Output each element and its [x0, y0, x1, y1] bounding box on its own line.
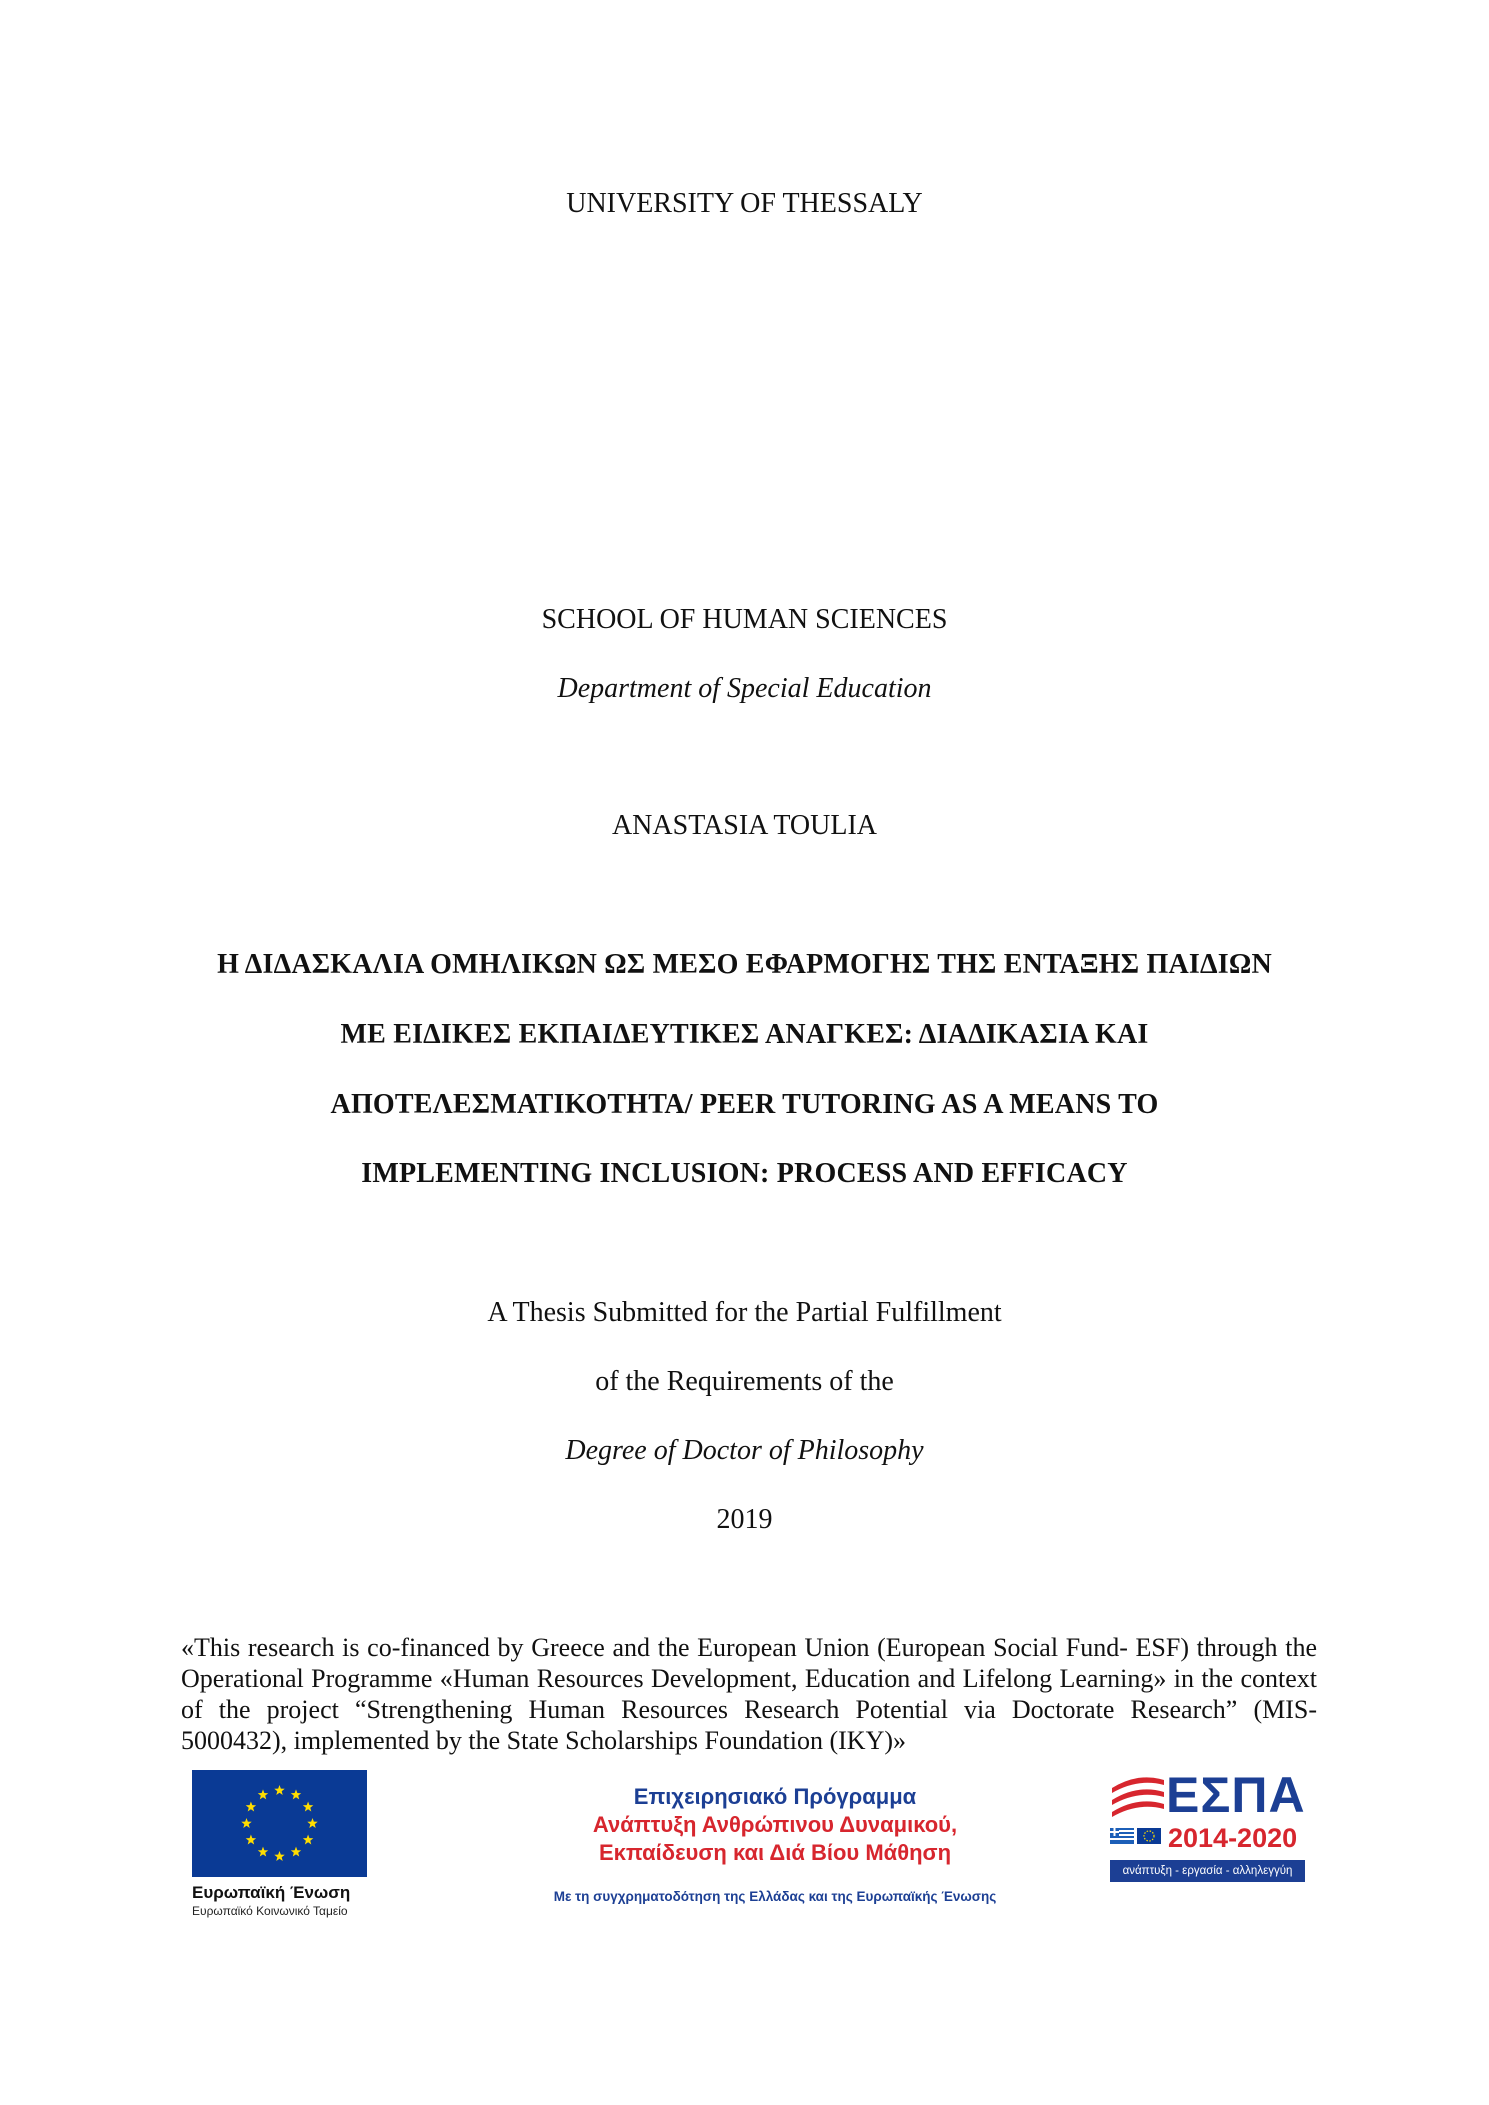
- eu-star-icon: [307, 1818, 317, 1828]
- submission-line-1: A Thesis Submitted for the Partial Fulfillment: [487, 1297, 1002, 1328]
- eu-star-icon: [274, 1785, 284, 1795]
- op-logo-line-2: Ανάπτυξη Ανθρώπινου Δυναμικού,: [592, 1812, 958, 1837]
- espa-logo: [1108, 1768, 1308, 1886]
- op-logo-line-3: Εκπαίδευση και Διά Βίου Μάθηση: [598, 1840, 952, 1865]
- eu-logo-subtitle: Ευρωπαϊκό Κοινωνικό Ταμείο: [192, 1904, 348, 1918]
- submission-year: 2019: [716, 1504, 773, 1535]
- eu-star-icon: [291, 1847, 301, 1857]
- university-name: UNIVERSITY OF THESSALY: [566, 188, 923, 219]
- espa-swoosh-icon: [1108, 1770, 1168, 1830]
- op-logo-footer: Με τη συγχρηματοδότηση της Ελλάδας και της Ευρωπαϊκής Ένωσης: [553, 1889, 997, 1904]
- eu-logo: [192, 1770, 372, 1918]
- school-name: SCHOOL OF HUMAN SCIENCES: [541, 604, 948, 635]
- greece-eu-flags-icon: [1110, 1826, 1162, 1854]
- eu-star-icon: [303, 1802, 313, 1812]
- author-name: ANASTASIA TOULIA: [611, 810, 878, 841]
- espa-logo-word: ΕΣΠΑ: [1166, 1767, 1306, 1823]
- eu-star-icon: [246, 1802, 256, 1812]
- eu-star-icon: [258, 1847, 268, 1857]
- eu-flag-icon: [192, 1770, 367, 1877]
- eu-star-icon: [241, 1818, 251, 1828]
- department-name: Department of Special Education: [557, 673, 932, 704]
- eu-stars-icon: [192, 1770, 367, 1877]
- degree-name: Degree of Doctor of Philosophy: [565, 1435, 924, 1466]
- funding-acknowledgement: «This research is co-financed by Greece and the European Union (European Social Fund- ESF) through the Operational Programme «Human Resources Development, Education and Lifelong Learning» in the context of the project “Strengthening Human Resources Research Potential via Doctorate Research” (MIS-5000432), implemented by the State Scholarships Foundation (IKY)»: [181, 1633, 1317, 1755]
- op-logo-line-1: Επιχειρησιακό Πρόγραμμα: [633, 1784, 917, 1809]
- espa-logo-years: 2014-2020: [1168, 1823, 1298, 1853]
- thesis-title-line-3: ΑΠΟΤΕΛΕΣΜΑΤΙΚΟΤΗΤΑ/ PEER TUTORING AS A MEANS TO: [330, 1089, 1159, 1120]
- eu-star-icon: [274, 1851, 284, 1861]
- submission-line-2: of the Requirements of the: [595, 1366, 894, 1397]
- espa-logo-tagline: ανάπτυξη - εργασία - αλληλεγγύη: [1110, 1860, 1305, 1882]
- eu-star-icon: [246, 1835, 256, 1845]
- eu-logo-name: Ευρωπαϊκή Ένωση: [192, 1883, 351, 1902]
- eu-star-icon: [303, 1835, 313, 1845]
- eu-star-icon: [258, 1789, 268, 1799]
- thesis-title-line-2: ΜΕ ΕΙΔΙΚΕΣ ΕΚΠΑΙΔΕΥΤΙΚΕΣ ΑΝΑΓΚΕΣ: ΔΙΑΔΙΚΑΣΙΑ ΚΑΙ: [340, 1019, 1149, 1050]
- thesis-title-line-4: IMPLEMENTING INCLUSION: PROCESS AND EFFICACY: [361, 1158, 1128, 1189]
- operational-programme-logo: [470, 1783, 1080, 1904]
- thesis-title-line-1: Η ΔΙΔΑΣΚΑΛΙΑ ΟΜΗΛΙΚΩΝ ΩΣ ΜΕΣΟ ΕΦΑΡΜΟΓΗΣ ΤΗΣ ΕΝΤΑΞΗΣ ΠΑΙΔΙΩΝ: [217, 949, 1272, 980]
- eu-star-icon: [291, 1789, 301, 1799]
